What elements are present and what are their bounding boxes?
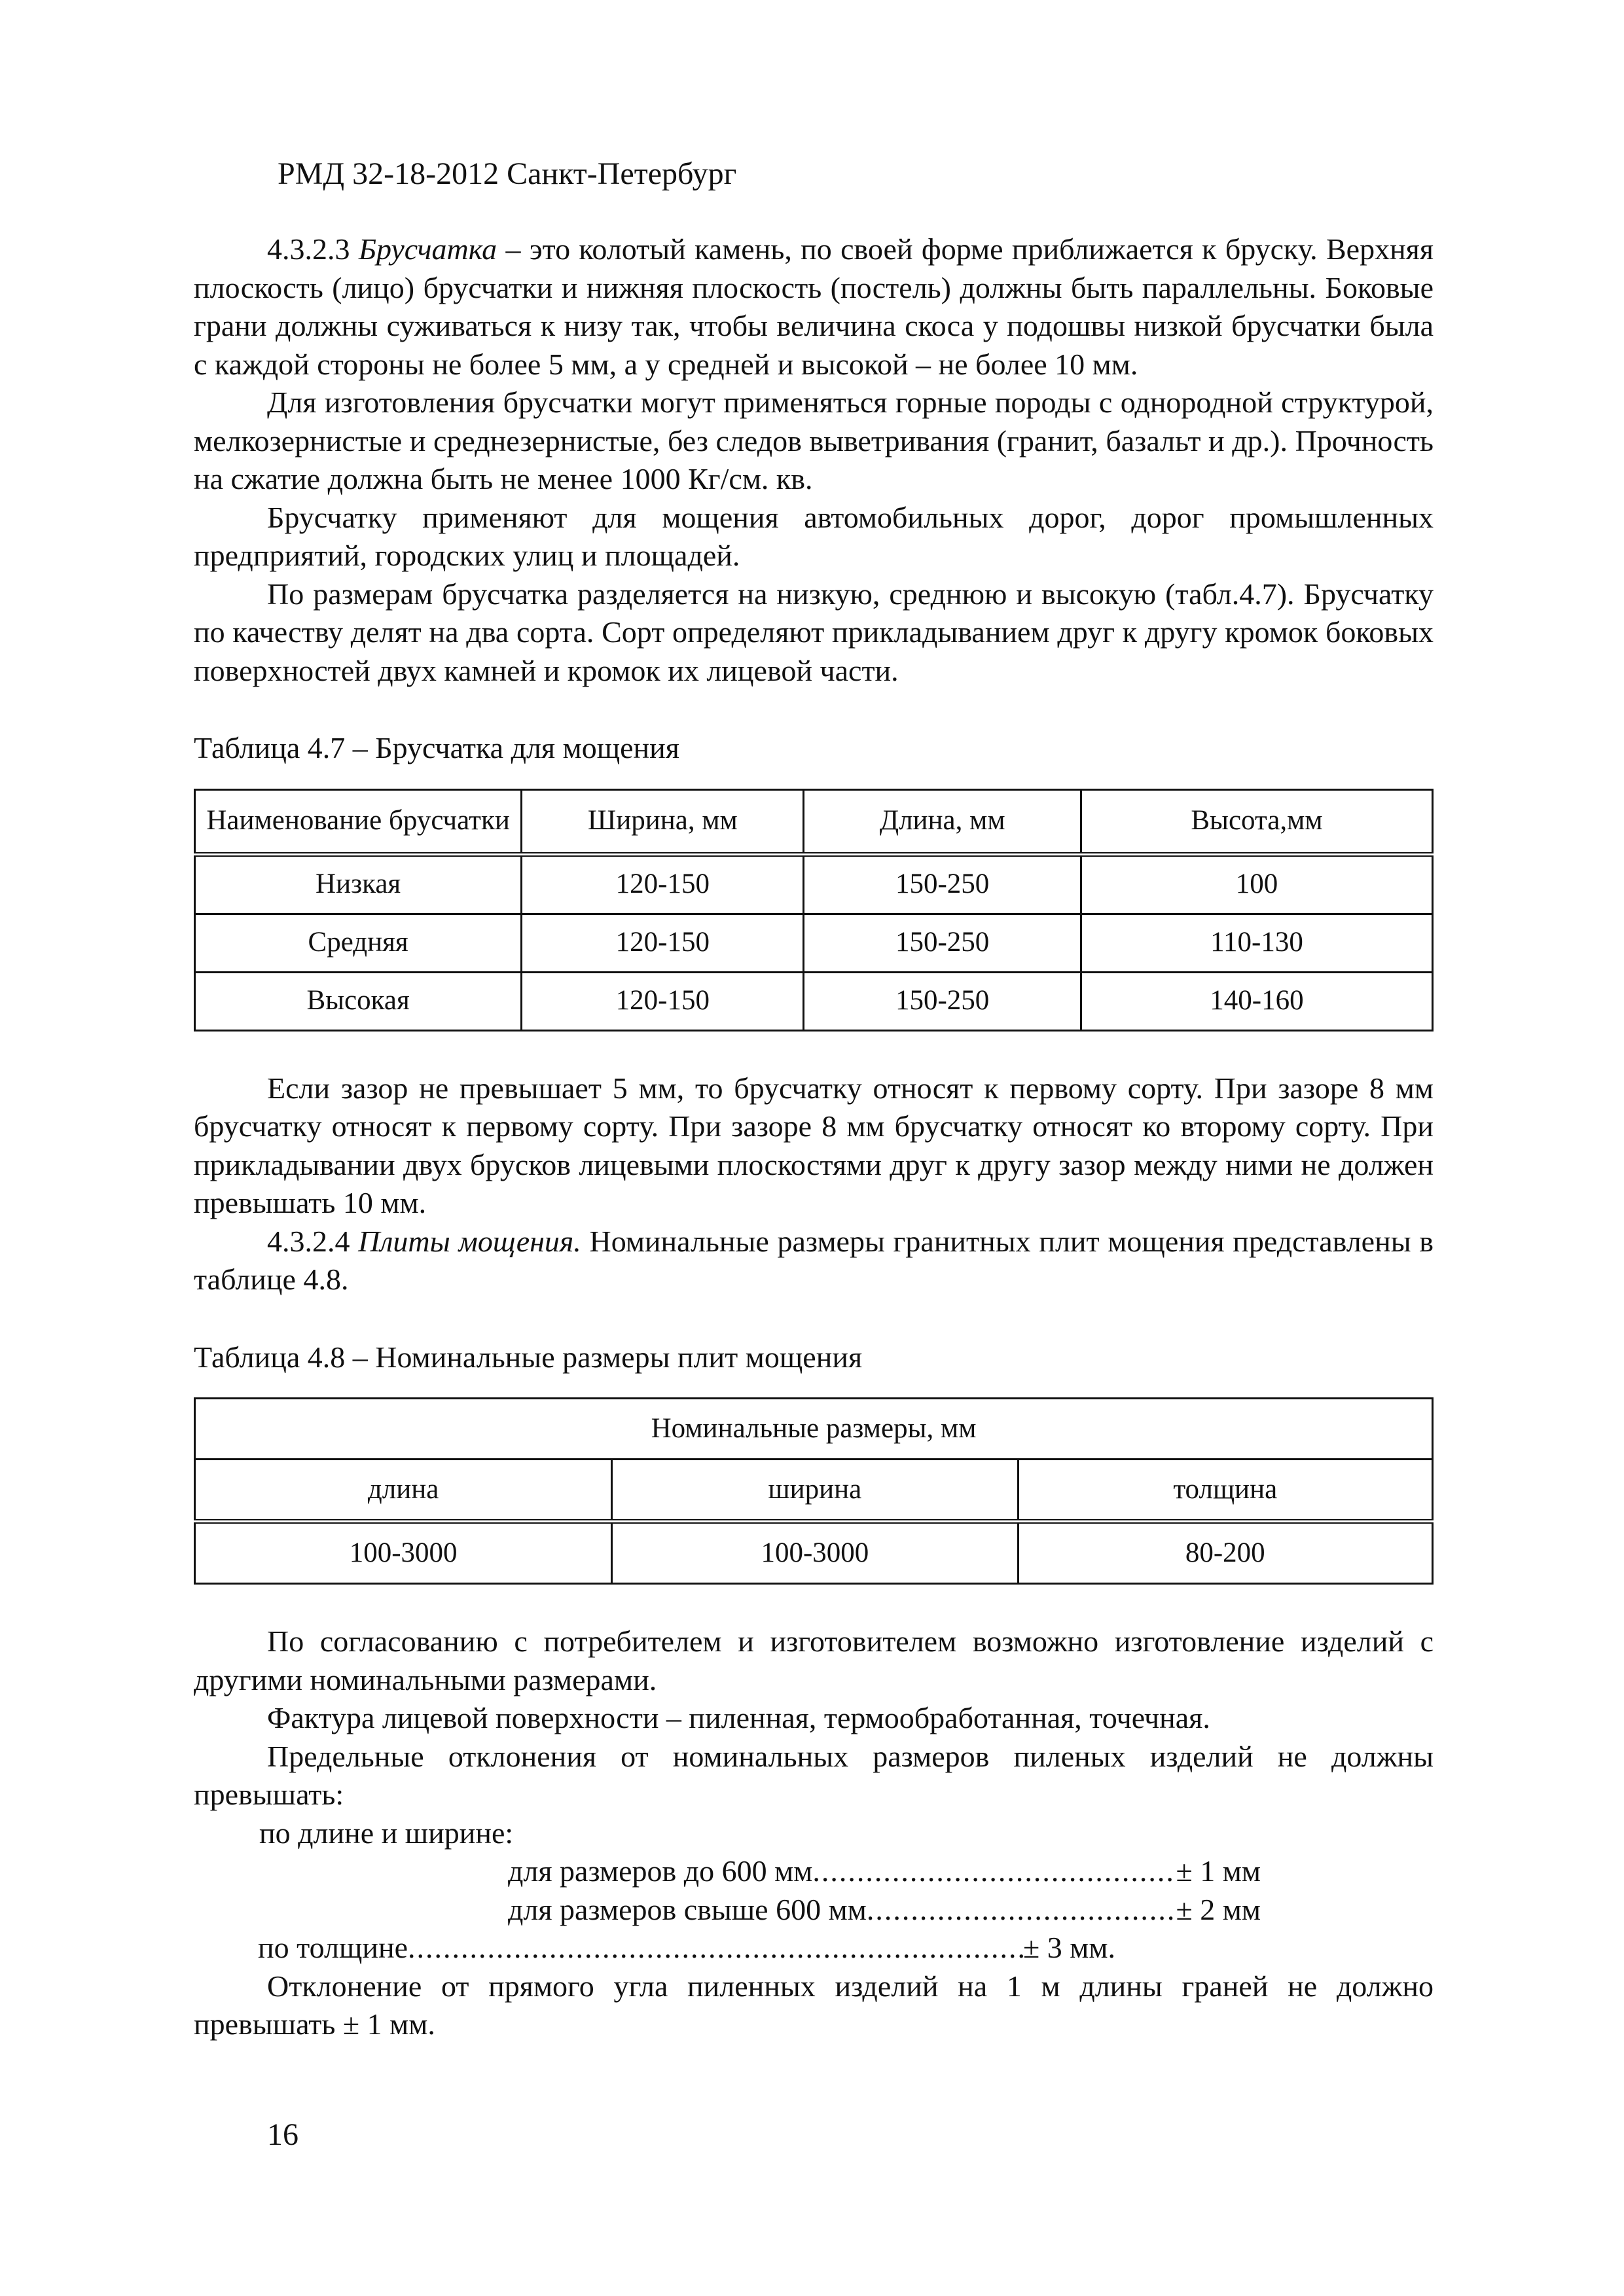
leader-dots: [408, 1929, 1023, 1967]
table-4-7: [194, 789, 1434, 1031]
column-header: длина: [195, 1460, 612, 1522]
paragraph: Предельные отклонения от номинальных размеров пиленых изделий не должны превышать:: [194, 1739, 1434, 1811]
paragraph: Фактура лицевой поверхности – пиленная, термообработанная, точечная.: [267, 1701, 1210, 1734]
table-cell: 100-3000: [195, 1522, 612, 1584]
table-cell: Низкая: [195, 854, 522, 914]
leader-dots: [867, 1891, 1176, 1929]
column-header: Ширина, мм: [522, 789, 804, 854]
tolerance-label: по толщине: [258, 1931, 408, 1964]
table-cell: 120-150: [522, 914, 804, 972]
table-row: [195, 854, 1433, 914]
paragraph: Если зазор не превышает 5 мм, то брусчатку относят к первому сорту. При зазоре 8 мм брусчатку относят к первому сорту. При зазоре 8 мм брусчатку относят ко второму сорту. При прикладывании двух брусков лицевыми плоскостями друг к другу зазор между ними не должен превышать 10 мм.: [194, 1071, 1434, 1219]
table-cell: 100: [1081, 854, 1432, 914]
column-header: толщина: [1018, 1460, 1433, 1522]
table-header-row: [195, 1460, 1433, 1522]
section-number: 4.3.2.3: [267, 232, 350, 266]
column-header: Высота,мм: [1081, 789, 1432, 854]
paragraph: Для изготовления брусчатки могут применяться горные породы с однородной структурой, мелкозернистые и среднезернистые, без следов выветривания (гранит, базальт и др.). Прочность на сжатие должна быть не менее 1000 Кг/см. кв.: [194, 386, 1434, 495]
table-cell: 140-160: [1081, 972, 1432, 1030]
section-4-3-2-4: [194, 1223, 1434, 1299]
section-term: Брусчатка: [358, 232, 497, 266]
table-4-8: [194, 1397, 1434, 1585]
page-number: 16: [267, 2117, 298, 2152]
tolerance-group-label: по длине и ширине:: [259, 1816, 514, 1850]
paragraph: По размерам брусчатка разделяется на низкую, среднюю и высокую (табл.4.7). Брусчатку по качеству делят на два сорта. Сорт определяют прикладыванием друг к другу кромок боковых поверхностей двух камней и кромок их лицевой части.: [194, 577, 1434, 687]
table-cell: 80-200: [1018, 1522, 1433, 1584]
table-cell: 120-150: [522, 854, 804, 914]
tolerance-value: ± 2 мм: [1176, 1892, 1261, 1926]
table-cell: 120-150: [522, 972, 804, 1030]
tolerance-line: [194, 1852, 1261, 1891]
column-header: Длина, мм: [804, 789, 1081, 854]
tolerance-value: ± 3 мм.: [1023, 1931, 1115, 1964]
column-header: Наименование брусчатки: [195, 789, 522, 854]
leader-dots: [812, 1852, 1176, 1891]
table-group-header-row: [195, 1399, 1433, 1460]
table-cell: 100-3000: [612, 1522, 1018, 1584]
table-4-8-caption: Таблица 4.8 – Номинальные размеры плит мощения: [194, 1340, 863, 1374]
table-cell: 110-130: [1081, 914, 1432, 972]
table-cell: 150-250: [804, 972, 1081, 1030]
tolerance-line: [194, 1929, 1115, 1967]
section-number: 4.3.2.4: [267, 1224, 350, 1258]
tolerance-line: [194, 1891, 1261, 1929]
table-row: [195, 1522, 1433, 1584]
section-text: Номинальные размеры гранитных плит мощения представлены в таблице 4.8.: [194, 1224, 1434, 1296]
tolerance-list: [194, 1814, 1434, 1967]
section-4-3-2-3: [194, 230, 1434, 384]
group-header: Номинальные размеры, мм: [195, 1399, 1433, 1460]
column-header: ширина: [612, 1460, 1018, 1522]
table-cell: Высокая: [195, 972, 522, 1030]
document-header: РМД 32-18-2012 Санкт-Петербург: [278, 156, 737, 191]
tolerance-value: ± 1 мм: [1176, 1854, 1261, 1888]
section-definition: – это колотый камень, по своей форме приближается к бруску. Верхняя плоскость (лицо) брусчатки и нижняя плоскость (постель) должны быть параллельны. Боковые грани должны суживаться к низу так, чтобы величина скоса у подошвы низкой брусчатки была с каждой стороны не более 5 мм, а у средней и высокой – не более 10 мм.: [194, 232, 1434, 381]
table-cell: 150-250: [804, 854, 1081, 914]
table-cell: 150-250: [804, 914, 1081, 972]
table-row: [195, 972, 1433, 1030]
table-row: [195, 914, 1433, 972]
document-body: [194, 230, 1434, 2044]
table-cell: Средняя: [195, 914, 522, 972]
table-header-row: [195, 789, 1433, 854]
tolerance-label: для размеров до 600 мм: [508, 1854, 813, 1888]
paragraph: По согласованию с потребителем и изготовителем возможно изготовление изделий с другими номинальными размерами.: [194, 1624, 1434, 1696]
paragraph: Брусчатку применяют для мощения автомобильных дорог, дорог промышленных предприятий, городских улиц и площадей.: [194, 500, 1434, 572]
paragraph: Отклонение от прямого угла пиленных изделий на 1 м длины граней не должно превышать ± 1 мм.: [194, 1969, 1434, 2041]
section-term: Плиты мощения.: [358, 1224, 581, 1258]
table-4-7-caption: Таблица 4.7 – Брусчатка для мощения: [194, 731, 679, 764]
tolerance-label: для размеров свыше 600 мм: [508, 1892, 867, 1926]
